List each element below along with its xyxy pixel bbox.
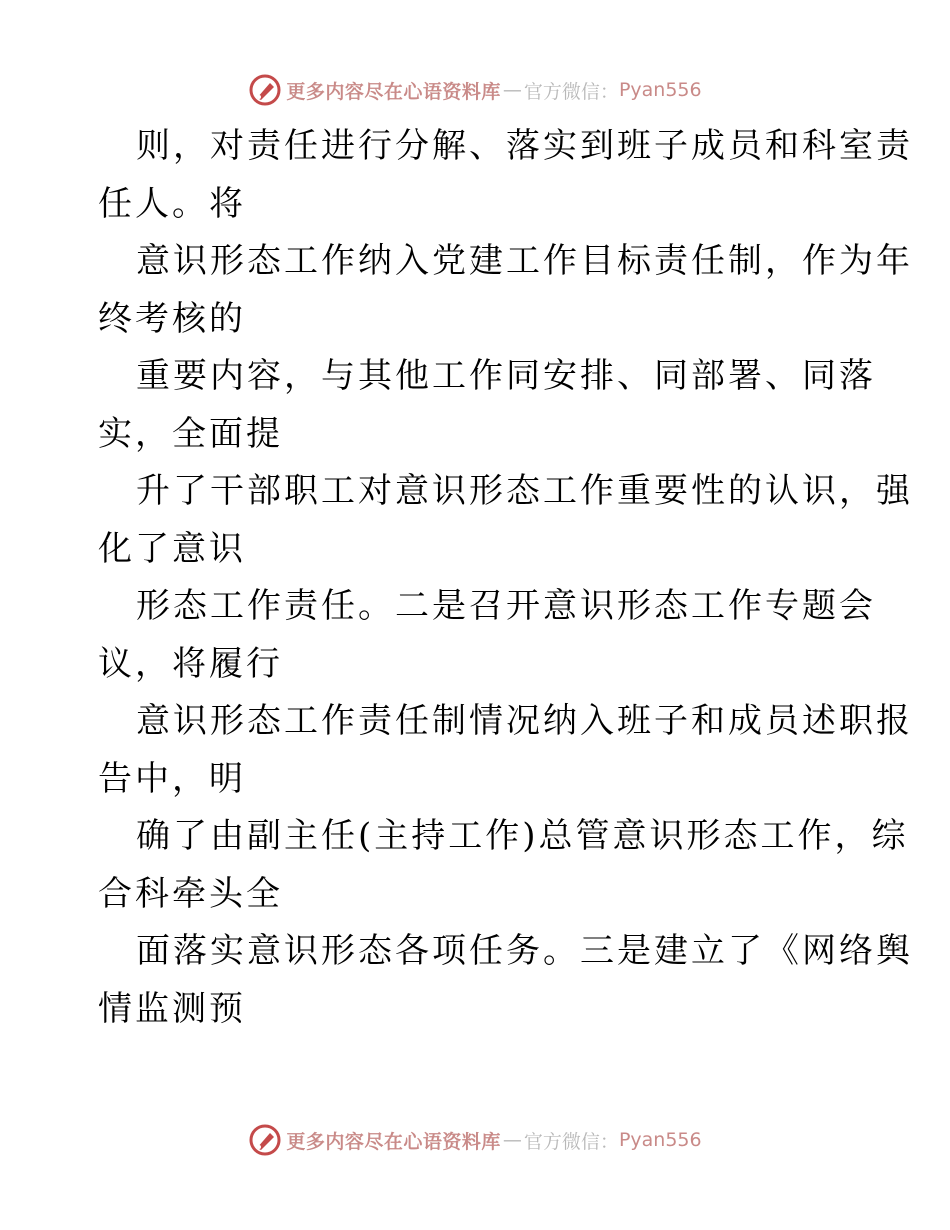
watermark-dash: — (502, 1129, 522, 1151)
watermark-dash: — (502, 79, 522, 101)
text-line: 面落实意识形态各项任务。三是建立了《网络舆 (136, 931, 913, 971)
document-body (98, 118, 913, 1038)
text-line: 升了干部职工对意识形态工作重要性的认识，强 (136, 471, 913, 511)
watermark-main-text: 更多内容尽在心语资料库 (286, 1130, 501, 1153)
text-line: 形态工作责任。二是召开意识形态工作专题会 (136, 586, 876, 626)
pen-nib-logo-icon (248, 73, 282, 107)
text-line: 则，对责任进行分解、落实到班子成员和科室责 (136, 126, 913, 166)
footer-watermark (0, 1120, 950, 1160)
watermark-account: Pyan556 (618, 1129, 702, 1151)
text-line: 告中，明 (98, 758, 246, 799)
text-line: 终考核的 (98, 298, 246, 339)
text-line: 情监测预 (98, 988, 246, 1029)
watermark-main-text: 更多内容尽在心语资料库 (286, 80, 501, 103)
text-line: 合科牵头全 (98, 873, 283, 914)
text-line: 意识形态工作责任制情况纳入班子和成员述职报 (136, 701, 913, 741)
header-watermark (0, 70, 950, 110)
watermark-side-text: 官方微信： (523, 80, 619, 103)
pen-nib-logo-icon (248, 1123, 282, 1157)
watermark-account: Pyan556 (618, 79, 702, 101)
watermark-side-text: 官方微信： (523, 1130, 619, 1153)
text-line: 重要内容，与其他工作同安排、同部署、同落 (136, 356, 876, 396)
text-line: 化了意识 (98, 528, 246, 569)
text-line: 确了由副主任(主持工作)总管意识形态工作，综 (136, 816, 909, 856)
text-line: 实，全面提 (98, 413, 283, 454)
text-line: 意识形态工作纳入党建工作目标责任制，作为年 (136, 241, 913, 281)
text-line: 任人。将 (98, 183, 246, 224)
text-line: 议，将履行 (98, 643, 283, 684)
